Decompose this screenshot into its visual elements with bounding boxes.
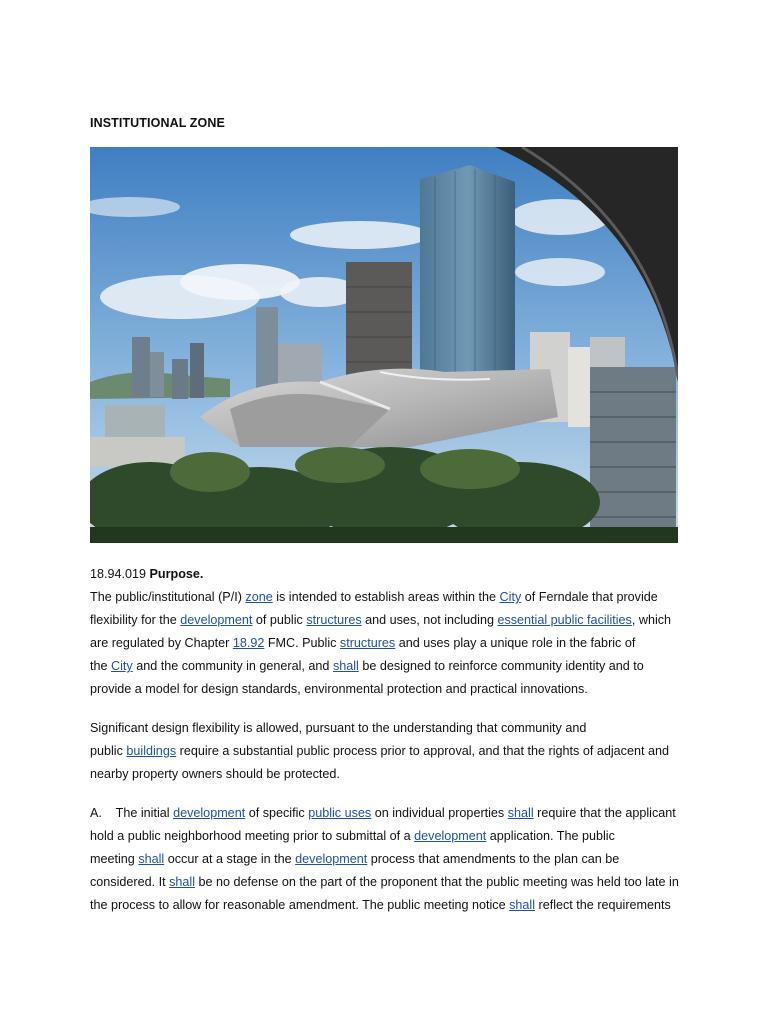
text-run: flexibility for the [90,613,181,627]
text-run: considered. It [90,875,170,889]
text-run: and the community in general, and [132,659,333,673]
text-run: A. The initial [90,806,174,820]
link-development[interactable]: development [414,829,487,843]
text-run: of Ferndale that provide [521,590,658,604]
link-shall[interactable]: shall [332,659,359,673]
section-body [90,563,690,701]
link-development[interactable]: development [180,613,253,627]
text-run: reflect the requirements [535,898,671,912]
text-run: the [90,659,112,673]
text-run: of public [252,613,307,627]
section-heading-line [90,563,690,586]
link-buildings[interactable]: buildings [126,744,177,758]
text-run: FMC. Public [264,636,340,650]
text-run: of specific [245,806,309,820]
text-run: be no defense on the part of the proponent that the public meeting was held too late in [195,875,679,889]
link-city[interactable]: City [499,590,522,604]
institutional-building-photo [90,147,678,543]
text-run: the process to allow for reasonable amendment. The public meeting notice [90,898,510,912]
link-structures[interactable]: structures [339,636,396,650]
text-run: and uses play a unique role in the fabric of [395,636,636,650]
text-run: and uses, not including [361,613,498,627]
link-development[interactable]: development [173,806,246,820]
link-public-uses[interactable]: public uses [308,806,372,820]
page-title: INSTITUTIONAL ZONE [90,116,225,130]
text-run: public [90,744,127,758]
paragraph-2 [90,717,690,786]
text-run: on individual properties [371,806,508,820]
text-run: require that the applicant [533,806,676,820]
text-run: , which [631,613,672,627]
link-shall[interactable]: shall [507,806,534,820]
link-shall[interactable]: shall [138,852,165,866]
link-development[interactable]: development [295,852,368,866]
text-run: Significant design flexibility is allowed, pursuant to the understanding that community and [90,721,587,735]
text-run: meeting [90,852,139,866]
text-run: The public/institutional (P/I) [90,590,246,604]
text-run: is intended to establish areas within the [272,590,500,604]
link-shall[interactable]: shall [509,898,536,912]
section-heading: Purpose. [149,567,204,581]
paragraph-3 [90,802,690,917]
text-run: are regulated by Chapter [90,636,233,650]
paragraph-1 [90,586,690,701]
text-run: nearby property owners should be protected. [90,767,340,781]
text-run: be designed to reinforce community identity and to [358,659,644,673]
link-city[interactable]: City [111,659,133,673]
text-run: application. The public [486,829,615,843]
text-run: occur at a stage in the [164,852,296,866]
link-structures[interactable]: structures [306,613,362,627]
link-shall[interactable]: shall [169,875,196,889]
text-run: require a substantial public process prior to approval, and that the rights of adjacent and [176,744,669,758]
link-zone[interactable]: zone [245,590,273,604]
link-essential-public-facilities[interactable]: essential public facilities [497,613,632,627]
text-run: hold a public neighborhood meeting prior to submittal of a [90,829,415,843]
text-run: provide a model for design standards, environmental protection and practical innovations. [90,682,588,696]
link-chapter-18-92[interactable]: 18.92 [232,636,265,650]
text-run: process that amendments to the plan can be [367,852,620,866]
section-number: 18.94.019 [90,567,147,581]
